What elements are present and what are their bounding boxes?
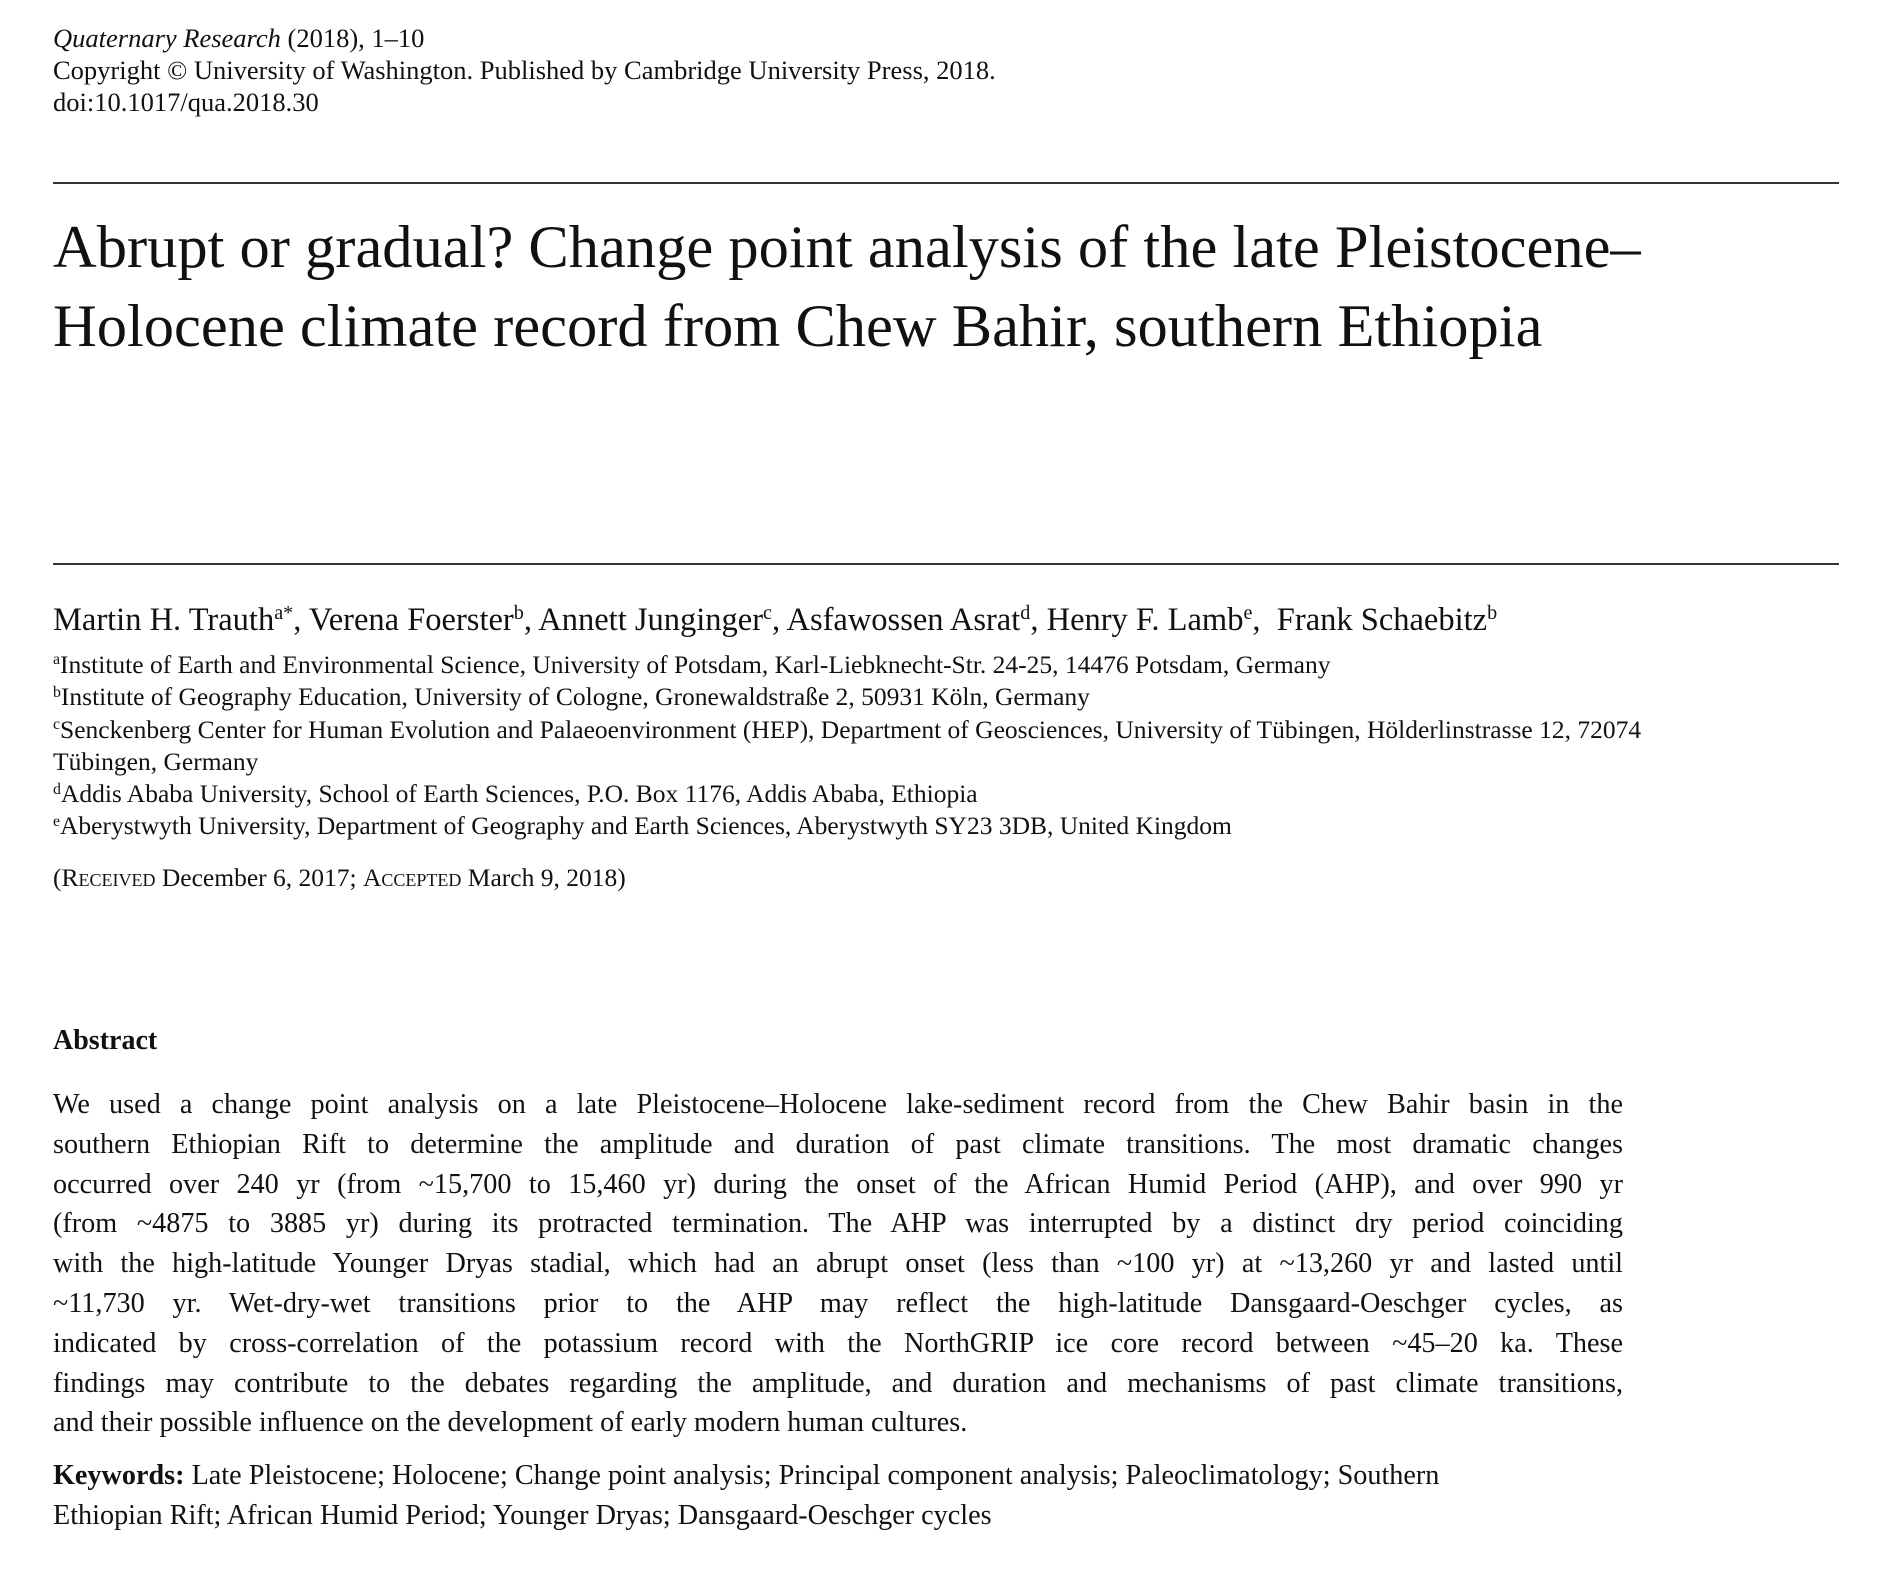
keywords-text: Late Pleistocene; Holocene; Change point analysis; Principal component analysis; Paleoclimatology; Southern <box>184 1460 1440 1491</box>
affiliation-b <box>53 681 1853 713</box>
affiliation-text: Senckenberg Center for Human Evolution and Palaeoenvironment (HEP), Department of Geosciences, University of Tübingen, Hölderlinstrasse 12, 72074 <box>60 714 1642 744</box>
abstract-line: ~11,730 yr. Wet-dry-wet transitions prior to the AHP may reflect the high-latitude Dansgaard-Oeschger cycles, as <box>53 1287 1623 1319</box>
affiliation-d <box>53 778 1853 810</box>
author[interactable] <box>1047 602 1253 638</box>
doi-link[interactable]: doi:10.1017/qua.2018.30 <box>53 87 319 117</box>
author-name: Verena Foerster <box>308 602 514 638</box>
keywords-label: Keywords: <box>53 1460 185 1491</box>
affiliation-a <box>53 649 1853 681</box>
received-accepted-dates <box>53 862 626 894</box>
author-separator: , <box>1252 602 1277 638</box>
affiliation-text: Aberystwyth University, Department of Geography and Earth Sciences, Aberystwyth SY23 3DB, United Kingdom <box>60 811 1232 841</box>
copyright-notice: Copyright © University of Washington. Published by Cambridge University Press, 2018. <box>53 55 996 85</box>
author-list <box>53 600 1497 640</box>
abstract-line: with the high-latitude Younger Dryas stadial, which had an abrupt onset (less than ~100 yr) at ~13,260 yr and lasted until <box>53 1248 1623 1280</box>
keywords-line-1 <box>53 1456 1623 1496</box>
author-separator: , <box>293 602 309 638</box>
paper-title <box>53 208 1853 366</box>
affiliation-text: Addis Ababa University, School of Earth Sciences, P.O. Box 1176, Addis Ababa, Ethiopia <box>60 779 978 809</box>
author[interactable] <box>53 602 293 638</box>
affiliation-marker: e <box>53 812 61 830</box>
author-affiliation-marker: a* <box>274 601 294 624</box>
author-name: Henry F. Lamb <box>1046 602 1244 638</box>
author[interactable] <box>786 602 1030 638</box>
title-divider <box>53 563 1839 565</box>
author-separator: , <box>772 602 787 638</box>
top-divider <box>53 182 1839 184</box>
author-separator: , <box>1030 602 1047 638</box>
author-affiliation-marker: b <box>513 601 524 624</box>
keywords-line-2: Ethiopian Rift; African Humid Period; Younger Dryas; Dansgaard-Oeschger cycles <box>53 1499 992 1531</box>
journal-header <box>53 22 996 118</box>
affiliation-marker: a <box>53 651 61 669</box>
affiliation-marker: c <box>53 715 61 733</box>
abstract-line: southern Ethiopian Rift to determine the amplitude and duration of past climate transitions. The most dramatic changes <box>53 1128 1623 1160</box>
author[interactable] <box>538 602 772 638</box>
affiliation-marker: b <box>53 683 61 701</box>
keywords <box>53 1456 1623 1536</box>
abstract-line: We used a change point analysis on a late Pleistocene–Holocene lake-sediment record from the Chew Bahir basin in the <box>53 1089 1623 1120</box>
abstract-line: occurred over 240 yr (from ~15,700 to 15,460 yr) during the onset of the African Humid Period (AHP), and over 990 yr <box>53 1168 1623 1200</box>
author[interactable] <box>1277 602 1497 638</box>
accepted-date: March 9, 2018) <box>461 863 626 892</box>
accepted-label: Accepted <box>362 863 462 892</box>
author-name: Asfawossen Asrat <box>786 602 1021 638</box>
journal-volume-pages: (2018), 1–10 <box>280 23 425 53</box>
affiliation-text: Institute of Geography Education, University of Cologne, Gronewaldstraße 2, 50931 Köln, Germany <box>60 682 1090 712</box>
abstract-line: indicated by cross-correlation of the potassium record with the NorthGRIP ice core record between ~45–20 ka. These <box>53 1327 1623 1359</box>
author[interactable] <box>309 602 524 638</box>
author-affiliation-marker: d <box>1020 601 1031 624</box>
author-separator: , <box>523 602 539 638</box>
affiliation-list <box>53 649 1853 843</box>
abstract-line: (from ~4875 to 3885 yr) during its protracted termination. The AHP was interrupted by a distinct dry period coinciding <box>53 1208 1623 1240</box>
title-line-1: Abrupt or gradual? Change point analysis of the late Pleistocene– <box>53 214 1641 281</box>
abstract-text <box>53 1085 1623 1443</box>
received-date: December 6, 2017; <box>155 863 363 892</box>
author-affiliation-marker: c <box>763 601 772 624</box>
author-name: Frank Schaebitz <box>1276 602 1488 638</box>
author-name: Annett Junginger <box>538 602 764 638</box>
author-affiliation-marker: b <box>1487 601 1498 624</box>
paren-open: ( <box>53 863 62 892</box>
affiliation-e <box>53 810 1853 842</box>
affiliation-c <box>53 714 1853 746</box>
abstract-line: findings may contribute to the debates regarding the amplitude, and duration and mechanisms of past climate transitions, <box>53 1367 1623 1399</box>
journal-citation-line <box>53 22 996 54</box>
title-line-2: Holocene climate record from Chew Bahir, southern Ethiopia <box>53 293 1543 360</box>
affiliation-c-continued: Tübingen, Germany <box>53 746 259 776</box>
abstract-heading: Abstract <box>53 1025 158 1056</box>
journal-name: Quaternary Research <box>53 23 281 53</box>
author-name: Martin H. Trauth <box>53 602 275 638</box>
received-label: Received <box>61 863 156 892</box>
affiliation-marker: d <box>53 780 61 798</box>
affiliation-text: Institute of Earth and Environmental Science, University of Potsdam, Karl-Liebknecht-Str. 24-25, 14476 Potsdam, Germany <box>60 650 1331 679</box>
abstract-line: and their possible influence on the development of early modern human cultures. <box>53 1407 968 1439</box>
author-affiliation-marker: e <box>1243 601 1253 624</box>
